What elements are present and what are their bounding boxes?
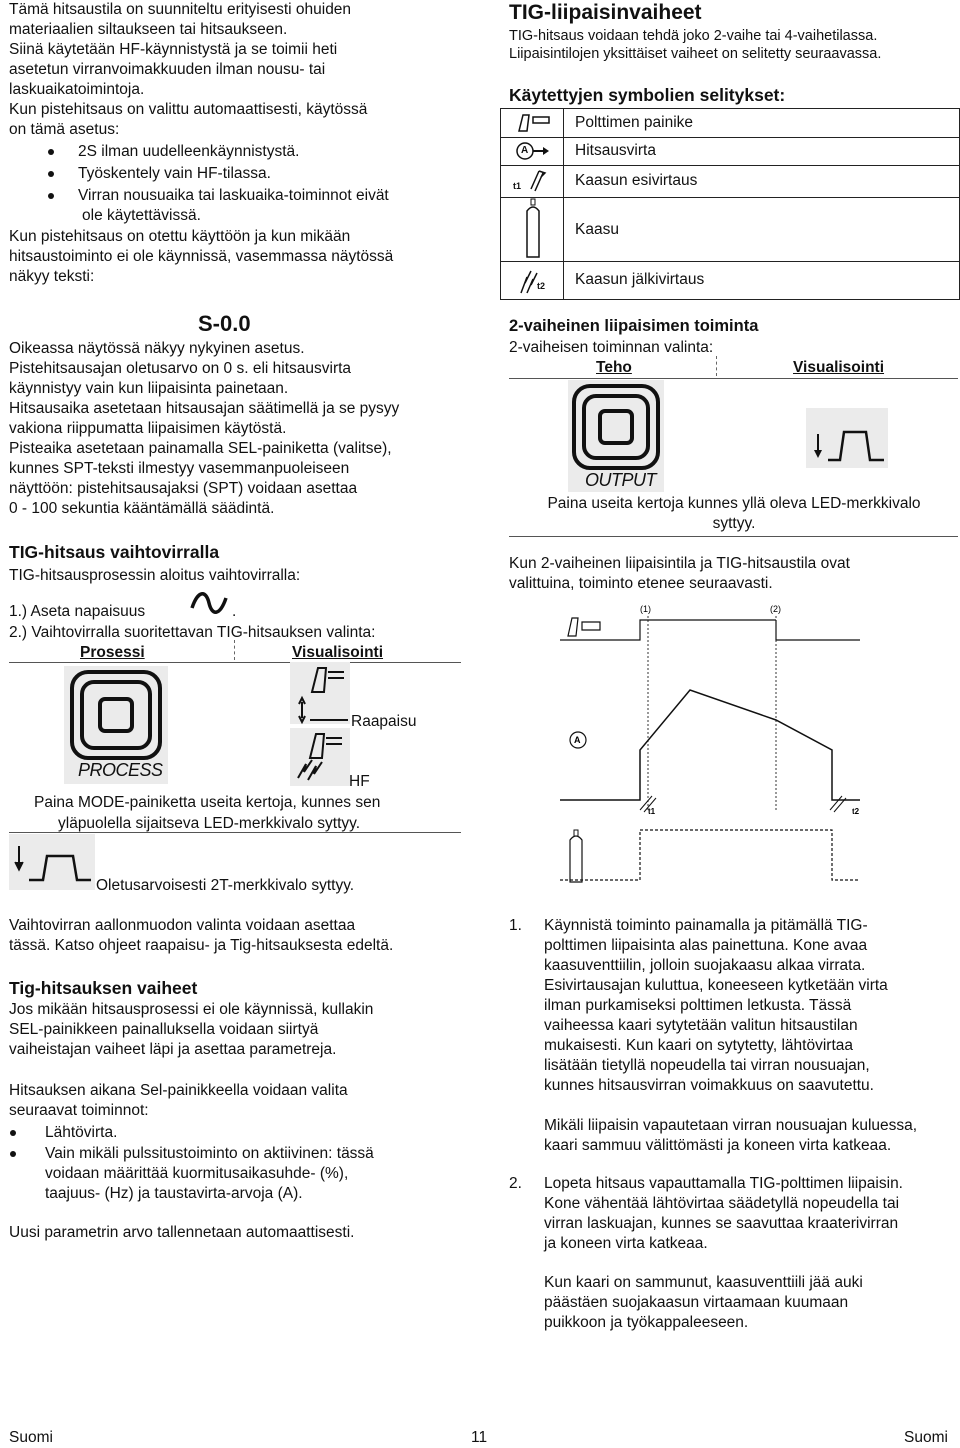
text-line: asetetun virranvoimakkuuden ilman nousu- tai — [9, 61, 326, 78]
text-line: kunnes hitsausvirran voimakkuus on saavutettu. — [544, 1077, 874, 1094]
text-line: syttyy. — [712, 515, 756, 532]
process-label: PROCESS — [78, 760, 163, 780]
text-line: Pistehitsausajan oletusarvo on 0 s. eli hitsausvirta — [9, 360, 352, 377]
step1b-paragraph — [544, 1116, 917, 1156]
bullet — [10, 1151, 16, 1157]
two-stage-indicator-icon — [806, 408, 888, 468]
two-stage-paragraph — [509, 554, 850, 594]
hf-label: HF — [349, 773, 370, 790]
symbol-label: Kaasu — [575, 221, 619, 238]
text-line: seuraavat toiminnot: — [9, 1102, 149, 1119]
ac-col-process: Prosessi — [80, 644, 145, 661]
text-line: käynnistyy vain kun liipaisinta painetaan. — [9, 380, 289, 397]
table-row — [501, 137, 959, 138]
bullet-text: Lähtövirta. — [45, 1124, 118, 1141]
t2-label: t2 — [852, 807, 860, 816]
step2b-paragraph — [544, 1273, 863, 1333]
text-line: Pisteaika asetetaan painamalla SEL-painiketta (valitse), — [9, 440, 392, 457]
bullet-text: ole käytettävissä. — [82, 207, 201, 224]
gas-cylinder-icon — [523, 199, 543, 261]
text-line: valittuina, toiminto etenee seuraavasti. — [509, 575, 773, 592]
text-line: Siinä käytetään HF-käynnistystä ja se toimii heti — [9, 41, 338, 58]
footer-right: Suomi — [904, 1429, 948, 1446]
bullet-text — [45, 1144, 374, 1204]
output-label: OUTPUT — [585, 470, 656, 490]
step-number: 2. — [509, 1175, 522, 1192]
bullet-text: 2S ilman uudelleenkäynnistystä. — [78, 143, 300, 160]
text-line: hitsaustoiminto ei ole käynnissä, vasemmassa näytössä — [9, 248, 394, 265]
table-rule — [9, 832, 461, 833]
text-line: voidaan määrittää kuormitusaikasuhde- (%), — [45, 1165, 349, 1182]
bullet-text: Virran nousuaika tai laskuaika-toiminnot eivät — [78, 187, 389, 204]
phases-paragraph — [9, 1000, 373, 1060]
waveform-paragraph — [9, 916, 393, 956]
gas-preflow-icon-text: t1 — [513, 181, 522, 191]
text-line: Kun pistehitsaus on otettu käyttöön ja kun mikään — [9, 228, 351, 245]
ac-step1: 1.) Aseta napaisuus — [9, 603, 146, 620]
text-line: Lopeta hitsaus vapauttamalla TIG-polttimen liipaisin. — [544, 1175, 903, 1192]
text-line: on tämä asetus: — [9, 121, 120, 138]
symbol-label: Hitsausvirta — [575, 142, 656, 159]
bullet-text: Työskentely vain HF-tilassa. — [78, 165, 271, 182]
symbol-label: Polttimen painike — [575, 114, 694, 131]
symbol-label: Kaasun esivirtaus — [575, 172, 698, 189]
ac-col-visual: Visualisointi — [292, 644, 384, 661]
torch-button-icon — [513, 111, 553, 135]
text-line: Kun pistehitsaus on valittu automaattisesti, käytössä — [9, 101, 368, 118]
text-line: lisätään tietyllä nopeudella tai virran nousuajan, — [544, 1057, 870, 1074]
text-line: näyttöön: pistehitsausajaksi (SPT) voidaan asettaa — [9, 480, 358, 497]
footer-left: Suomi — [9, 1429, 53, 1446]
sel-paragraph — [9, 1081, 348, 1121]
phases-heading: Tig-hitsauksen vaiheet — [9, 978, 198, 998]
text-line: Kun 2-vaiheinen liipaisintila ja TIG-hitsaustila ovat — [509, 555, 850, 572]
scratch-label: Raapaisu — [351, 713, 417, 730]
text-line: kunnes SPT-teksti ilmestyy vasemmanpuoleiseen — [9, 460, 350, 477]
mode-caption-1: Paina MODE-painiketta useita kertoja, kunnes sen — [34, 794, 381, 811]
two-stage-caption — [509, 494, 959, 534]
ac-intro: TIG-hitsausprosessin aloitus vaihtovirralla: — [9, 567, 301, 584]
step2-label: (2) — [770, 604, 781, 614]
two-stage-timing-diagram — [560, 600, 860, 890]
two-stage-col-visual: Visualisointi — [793, 359, 885, 376]
display-readout: S-0.0 — [198, 311, 251, 336]
text-line: tässä. Katso ohjeet raapaisu- ja Tig-hitsauksesta edeltä. — [9, 937, 394, 954]
text-line: kaasuventtiilin, jolloin suojakaasu alkaa virrata. — [544, 957, 866, 974]
trigger-intro — [509, 27, 881, 63]
text-line: Mikäli liipaisin vapautetaan virran nousuajan kuluessa, — [544, 1117, 918, 1134]
current-icon-letter: A — [521, 145, 529, 156]
text-line: Tämä hitsaustila on suunniteltu erityisesti ohuiden — [9, 1, 352, 18]
two-stage-col-power: Teho — [596, 359, 632, 376]
step2-paragraph — [544, 1174, 903, 1254]
text-line: Vaihtovirran aallonmuodon valinta voidaan asettaa — [9, 917, 356, 934]
default-note: Oletusarvoisesti 2T-merkkivalo syttyy. — [96, 877, 355, 894]
table-row — [501, 197, 959, 198]
text-line: Jos mikään hitsausprosessi ei ole käynnissä, kullakin — [9, 1001, 374, 1018]
hf-start-icon — [290, 728, 350, 786]
text-line: Paina useita kertoja kunnes yllä oleva LED-merkkivalo — [547, 495, 921, 512]
column-divider — [716, 356, 717, 376]
step1-label: (1) — [640, 604, 651, 614]
text-line: 0 - 100 sekuntia kääntämällä säädintä. — [9, 500, 275, 517]
spot-settings-paragraph — [9, 339, 399, 519]
text-line: materiaalien siltaukseen tai hitsaukseen. — [9, 21, 288, 38]
t1-label: t1 — [648, 807, 656, 816]
text-line: Esivirtausajan kuluttua, koneeseen kytketään virta — [544, 977, 888, 994]
symbols-heading: Käytettyjen symbolien selitykset: — [509, 85, 786, 105]
text-line: Vain mikäli pulssitustoiminto on aktiivinen: tässä — [45, 1145, 374, 1162]
scratch-start-icon — [290, 662, 350, 724]
ac-heading: TIG-hitsaus vaihtovirralla — [9, 542, 220, 562]
table-rule — [509, 378, 958, 379]
text-line: kaari sammuu välittömästi ja koneen virta katkeaa. — [544, 1137, 892, 1154]
text-line: Oikeassa näytössä näkyy nykyinen asetus. — [9, 340, 305, 357]
intro-paragraph — [9, 0, 367, 140]
bullet — [48, 149, 54, 155]
spot-paragraph — [9, 227, 393, 287]
text-line: Kun kaari on sammunut, kaasuventtiili jää auki — [544, 1274, 863, 1291]
gas-postflow-icon-text: t2 — [537, 281, 546, 291]
text-line: polttimen liipaisinta alas painettuna. Kone avaa — [544, 937, 868, 954]
two-t-indicator-icon — [9, 834, 95, 890]
table-row — [501, 261, 959, 262]
gas-postflow-icon — [515, 265, 555, 295]
text-line: Kone vähentää lähtövirtaa säädetyllä nopeudella tai — [544, 1195, 900, 1212]
table-rule — [9, 662, 461, 663]
text-line: virran laskuajan, kunnes se saavuttaa kraaterivirran — [544, 1215, 899, 1232]
step-number: 1. — [509, 917, 522, 934]
text-line: vaiheistajan vaiheet läpi ja asettaa parametreja. — [9, 1041, 337, 1058]
text-line: Hitsauksen aikana Sel-painikkeella voidaan valita — [9, 1082, 348, 1099]
page-number: 11 — [471, 1429, 488, 1446]
text-line: ilman purkamiseksi polttimen letkusta. Tässä — [544, 997, 852, 1014]
text-line: taajuus- (Hz) ja taustavirta-arvoja (A). — [45, 1185, 303, 1202]
bullet — [48, 171, 54, 177]
bullet — [10, 1130, 16, 1136]
text-line: vakiona riippumatta liipaisimen käytöstä. — [9, 420, 287, 437]
text-line: mukaisesti. Kun kaari on sytytetty, lähtövirtaa — [544, 1037, 853, 1054]
mode-caption-2: yläpuolella sijaitseva LED-merkkivalo syttyy. — [58, 815, 361, 832]
text-line: Hitsausaika asetetaan hitsausajan säätimellä ja se pysyy — [9, 400, 400, 417]
text-line: puikkoon ja työkappaleeseen. — [544, 1314, 749, 1331]
current-letter: A — [574, 735, 581, 745]
text-line: SEL-painikkeen painalluksella voidaan siirtyä — [9, 1021, 319, 1038]
step1-paragraph — [544, 916, 888, 1096]
text-line: laskuaikatoimintoja. — [9, 81, 145, 98]
column-divider — [234, 640, 235, 660]
two-stage-intro: 2-vaiheisen toiminnan valinta: — [509, 339, 714, 356]
table-rule — [509, 536, 958, 537]
bullet — [48, 193, 54, 199]
text-line: TIG-hitsaus voidaan tehdä joko 2-vaihe tai 4-vaihetilassa. — [509, 28, 878, 44]
text-line: vaiheessa kaari sytytetään valitun hitsaustilan — [544, 1017, 858, 1034]
text-line: näkyy teksti: — [9, 268, 95, 285]
text-line: päästäen suojakaasun virtaamaan kuumaan — [544, 1294, 849, 1311]
ac-wave-icon — [188, 586, 230, 620]
two-stage-heading: 2-vaiheinen liipaisimen toiminta — [509, 317, 759, 335]
symbol-label: Kaasun jälkivirtaus — [575, 271, 705, 288]
trigger-heading: TIG-liipaisinvaiheet — [509, 1, 702, 24]
symbol-table — [500, 108, 960, 300]
auto-save-note: Uusi parametrin arvo tallennetaan automaattisesti. — [9, 1224, 355, 1241]
ac-step1-suffix: . — [232, 603, 237, 620]
table-row — [501, 165, 959, 166]
ac-step2: 2.) Vaihtovirralla suoritettavan TIG-hitsauksen valinta: — [9, 624, 376, 641]
text-line: Käynnistä toiminto painamalla ja pitämällä TIG- — [544, 917, 868, 934]
text-line: ja koneen virta katkeaa. — [544, 1235, 708, 1252]
text-line: Liipaisintilojen yksittäiset vaiheet on selitetty seuraavassa. — [509, 46, 882, 62]
